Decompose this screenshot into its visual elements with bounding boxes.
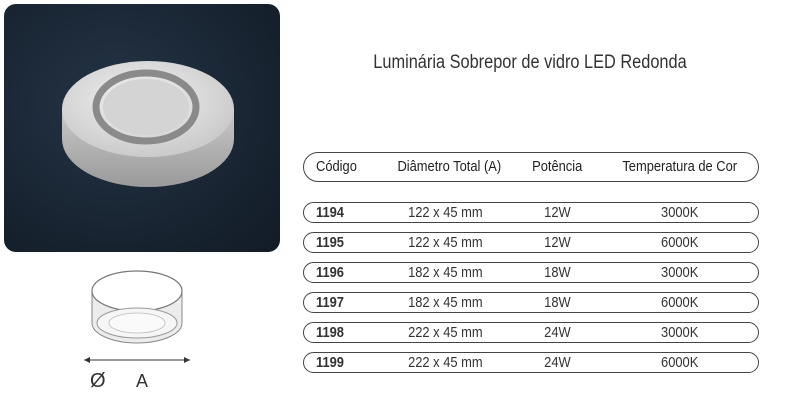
row-power: 18W [543, 294, 571, 311]
spec-table [303, 152, 759, 382]
row-power: 12W [543, 204, 571, 221]
row-power: 12W [543, 234, 571, 251]
product-photo [4, 4, 280, 252]
row-code: 1198 [316, 324, 344, 341]
table-row [303, 262, 759, 283]
table-row [303, 202, 759, 223]
row-temperature: 3000K [661, 264, 699, 281]
row-code: 1196 [316, 264, 344, 281]
header-power: Potência [531, 158, 583, 175]
row-temperature: 6000K [661, 234, 699, 251]
row-power: 24W [543, 324, 571, 341]
row-code: 1197 [316, 294, 344, 311]
dimension-diagram [70, 265, 200, 395]
row-power: 24W [543, 354, 571, 371]
row-diameter: 122 x 45 mm [407, 234, 483, 251]
table-row [303, 322, 759, 343]
table-header [303, 152, 759, 182]
table-row [303, 292, 759, 313]
row-diameter: 222 x 45 mm [407, 354, 483, 371]
row-temperature: 3000K [661, 324, 699, 341]
row-code: 1195 [316, 234, 344, 251]
row-diameter: 182 x 45 mm [407, 294, 483, 311]
row-temperature: 6000K [661, 354, 699, 371]
header-diameter: Diâmetro Total (A) [397, 158, 501, 175]
row-diameter: 182 x 45 mm [407, 264, 483, 281]
header-code: Código [316, 158, 357, 175]
product-photo-panel [4, 4, 280, 252]
product-title: Luminária Sobrepor de vidro LED Redonda [373, 52, 687, 73]
dimension-label: A [136, 371, 149, 391]
row-temperature: 6000K [661, 294, 699, 311]
row-diameter: 222 x 45 mm [407, 324, 483, 341]
table-row [303, 232, 759, 253]
header-temperature: Temperatura de Cor [622, 158, 738, 175]
row-diameter: 122 x 45 mm [407, 204, 483, 221]
table-row [303, 352, 759, 373]
row-code: 1199 [316, 354, 344, 371]
diameter-symbol: Ø [90, 370, 106, 392]
row-code: 1194 [316, 204, 344, 221]
row-temperature: 3000K [661, 204, 699, 221]
row-power: 18W [543, 264, 571, 281]
